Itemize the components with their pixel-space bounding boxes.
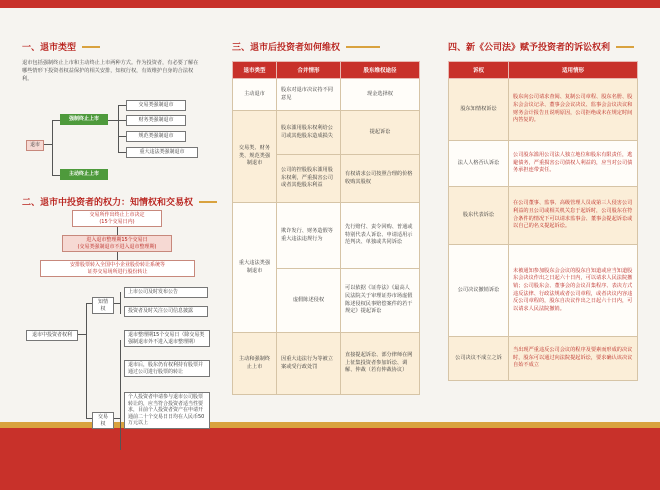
trade-item: 退市整理期15个交易日（除交易类强制退市外不进入退市整理期） bbox=[124, 330, 210, 347]
table-header: 诉权 bbox=[449, 62, 509, 79]
forced-type-item: 重大违法类强制退市 bbox=[126, 147, 198, 158]
rights-root: 退市中投资者权利 bbox=[26, 330, 78, 341]
table-cell: 先行赔付、责令回购、普通或特别代表人诉讼、申请适用示范判决、单独或共同诉讼 bbox=[341, 203, 420, 269]
tree-connector bbox=[52, 120, 60, 121]
table-row bbox=[233, 111, 420, 155]
tree-connector bbox=[120, 292, 121, 314]
table-header: 适用情形 bbox=[509, 62, 638, 79]
delisting-rights-table bbox=[232, 61, 420, 395]
section1-intro: 退市包括强制终止上市和主动终止上市两种方式。作为投资者，有必要了解在哪些情形下投资者权益保护的相关安排，知权行权，有效维护自身的合法权利。 bbox=[22, 60, 199, 83]
flow-arrow bbox=[117, 227, 118, 235]
table-row bbox=[233, 79, 420, 111]
table-cell: 在公司董事、监事、高级管理人员或第三人侵害公司利益的且公司或相关机关怠于起诉时，公司股东在符合条件的情况下可以请求监事会、董事会提起诉讼或以自己的名义提起诉讼。 bbox=[509, 187, 638, 245]
section2-title-text: 二、退市中投资者的权力：知情权和交易权 bbox=[22, 198, 194, 208]
trade-item: 个人投资者申请参与退市公司股票转让的，应当符合投资者适当性要求，目前个人投资者资产在申请开通前二十个交易日日均在人民币50万元以上 bbox=[124, 392, 210, 429]
table-cell: 现金选择权 bbox=[341, 79, 420, 111]
table-cell: 股东知情权诉讼 bbox=[449, 79, 509, 141]
table-header: 合并情形 bbox=[277, 62, 341, 79]
know-item: 投资者及时关注公司信息披露 bbox=[124, 306, 208, 317]
tree-connector bbox=[108, 120, 118, 121]
table-row bbox=[449, 337, 638, 381]
flow-step-3: 安排股票转入全国中小企业股份转让系统等 证券交易场所进行股份转让 bbox=[40, 260, 195, 277]
top-accent-bar bbox=[0, 0, 660, 8]
section4-title bbox=[448, 40, 638, 53]
table-cell: 股东代表诉讼 bbox=[449, 187, 509, 245]
table-cell: 虚假陈述侵权 bbox=[277, 269, 341, 333]
table-row bbox=[233, 203, 420, 269]
column-left bbox=[22, 40, 214, 427]
table-cell: 公司股东滥用公司法人独立地位和股东有限责任，逃避债务，严重损害公司债权人利益的，应当对公司债务承担连带责任。 bbox=[509, 141, 638, 187]
table-cell: 欺诈发行、财务造假等重大违法违规行为 bbox=[277, 203, 341, 269]
tree-connector bbox=[52, 120, 53, 175]
voluntary-exit-node: 主动终止上市 bbox=[60, 169, 108, 180]
table-header: 股东维权途径 bbox=[341, 62, 420, 79]
table-cell: 股东滥用股东权利给公司或其他股东造成损失 bbox=[277, 111, 341, 155]
table-header-row bbox=[233, 62, 420, 79]
table-cell: 可以依据《证券法》《最高人民法院关于审理证券市场虚假陈述侵权民事赔偿案件的若干规定》提起诉讼 bbox=[341, 269, 420, 333]
tree-connector bbox=[120, 340, 121, 450]
table-cell: 重大违法类强制退市 bbox=[233, 203, 277, 333]
table-header: 退市类型 bbox=[233, 62, 277, 79]
table-row bbox=[233, 333, 420, 395]
know-item: 上市公司及时发布公告 bbox=[124, 287, 208, 298]
forced-type-item: 交易类强制退市 bbox=[126, 100, 186, 111]
table-cell: 交易类、财务类、规范类强制退市 bbox=[233, 111, 277, 203]
table-cell: 未被通知参加股东会会议的股东自知道或应当知道股东会决议作出之日起六十日内，可以请求人民法院撤销；公司股东会、董事会的会议召集程序、表决方式违反法律、行政法规或者公司章程，或者决议内容违反公司章程的，股东自决议作出之日起六十日内，可以请求人民法院撤销。 bbox=[509, 245, 638, 337]
table-cell: 直接提起诉讼、部分律师在网上征集投资者参加诉讼、调解、仲裁（若有仲裁协议） bbox=[341, 333, 420, 395]
forced-type-item: 规范类强制退市 bbox=[126, 131, 186, 142]
table-cell: 当出现严重违反公司会议的程序及要素而形成的决议时，股东可以通过向法院提起诉讼，要求确认该决议自始不成立 bbox=[509, 337, 638, 381]
column-middle bbox=[232, 40, 420, 395]
section1-title bbox=[22, 40, 214, 53]
table-row bbox=[449, 141, 638, 187]
table-cell: 法人人格否认诉讼 bbox=[449, 141, 509, 187]
table-cell: 主动和强制终止上市 bbox=[233, 333, 277, 395]
table-cell: 提起诉讼 bbox=[341, 111, 420, 155]
exit-type-tree bbox=[22, 100, 214, 205]
investor-rights-diagram bbox=[22, 210, 214, 440]
right-to-trade-node: 交易权 bbox=[92, 412, 114, 429]
tree-connector bbox=[118, 136, 126, 137]
table-header-row bbox=[449, 62, 638, 79]
flow-step-2: 进入退市整理期15个交易日 (交易类强制退市不进入退市整理期) bbox=[62, 235, 172, 252]
tree-root: 退市 bbox=[26, 140, 44, 151]
forced-type-item: 财务类强制退市 bbox=[126, 115, 186, 126]
forced-exit-node: 强制终止上市 bbox=[60, 114, 108, 125]
table-cell: 公司的控股股东滥用股东权利，严重损害公司或者其他股东利益 bbox=[277, 155, 341, 203]
right-to-know-node: 知情权 bbox=[92, 297, 114, 314]
table-cell: 股东对退市决议持不同意见 bbox=[277, 79, 341, 111]
title-rule bbox=[346, 46, 380, 48]
title-rule bbox=[82, 46, 100, 48]
table-row bbox=[449, 245, 638, 337]
tree-connector bbox=[118, 120, 126, 121]
section2-title bbox=[22, 195, 217, 208]
table-row bbox=[449, 79, 638, 141]
flow-arrow bbox=[117, 252, 118, 260]
table-cell: 因重大违法行为等被立案或受行政处罚 bbox=[277, 333, 341, 395]
section1-title-text: 一、退市类型 bbox=[22, 43, 77, 53]
table-cell: 公司决议不成立之诉 bbox=[449, 337, 509, 381]
column-right bbox=[448, 40, 638, 381]
table-cell: 股东向公司请求查阅、复制公司章程、股东名册、股东会会议记录、董事会会议决议、监事会会议决议和财务会计报告且说明原因，公司拒绝或未在规定时间内答复的。 bbox=[509, 79, 638, 141]
tree-connector bbox=[118, 105, 119, 152]
tree-connector bbox=[118, 105, 126, 106]
tree-connector bbox=[86, 303, 87, 418]
table-cell: 公司决议撤销诉讼 bbox=[449, 245, 509, 337]
section3-title-text: 三、退市后投资者如何维权 bbox=[232, 43, 341, 53]
lawsuit-rights-table bbox=[448, 61, 638, 381]
title-rule bbox=[199, 201, 217, 203]
tree-connector bbox=[78, 334, 86, 335]
title-rule bbox=[616, 46, 634, 48]
table-cell: 主动退市 bbox=[233, 79, 277, 111]
trade-item: 退市后，股东仍有权利持有股票并通过公司进行股票的转让 bbox=[124, 360, 210, 377]
section4-title-text: 四、新《公司法》赋予投资者的诉讼权利 bbox=[448, 43, 611, 53]
table-row bbox=[449, 187, 638, 245]
flow-step-1: 交易所作出终止上市决定 (15个交易日内) bbox=[72, 210, 162, 227]
tree-connector bbox=[118, 152, 126, 153]
tree-connector bbox=[44, 144, 52, 145]
section3-title bbox=[232, 40, 420, 53]
tree-connector bbox=[52, 175, 60, 176]
table-cell: 有权请求公司按照合理的价格收购其股权 bbox=[341, 155, 420, 203]
